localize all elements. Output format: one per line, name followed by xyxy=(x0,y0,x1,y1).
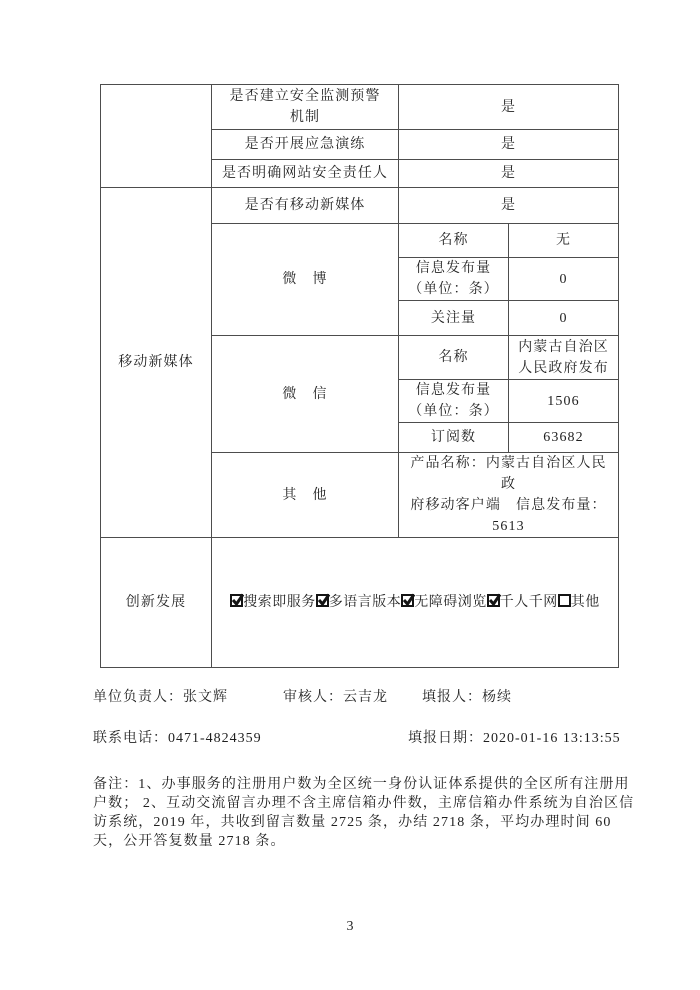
text-line: 信息发布量 xyxy=(415,261,492,276)
innovation-option-search xyxy=(230,595,316,610)
innovation-option-label: 无障碍浏览 xyxy=(414,595,487,610)
value-emergency-drill: 是 xyxy=(399,130,619,160)
value-wechat-posts: 1506 xyxy=(509,380,619,423)
text-line: 人民政府发布 xyxy=(518,360,609,376)
signature-phone xyxy=(93,727,262,747)
filler-label: 填报人： xyxy=(422,690,482,705)
value-weibo-name: 无 xyxy=(509,224,619,258)
text-line: 是否建立安全监测预警 xyxy=(229,89,381,104)
table-row xyxy=(101,188,619,224)
key-wechat-name: 名称 xyxy=(399,336,509,380)
notes-paragraph: 备注：1、办事服务的注册用户数为全区统一身份认证体系提供的全区所有注册用户数； 2、互动交流留言办理不含主席信箱办件数，主席信箱办件系统为自治区信访系统，2019 年，共收到留言数量 2725 条，办结 2718 条，平均办理时间 60 天，公开答复数量 2718 条。 xyxy=(93,777,635,849)
page-number: 3 xyxy=(346,919,354,934)
phone-label: 联系电话： xyxy=(93,731,168,746)
text-line: （单位：条） xyxy=(408,404,499,419)
value-wechat-name xyxy=(509,336,619,380)
label-other-media: 其 他 xyxy=(212,453,399,538)
innovation-option-label: 其他 xyxy=(570,595,600,610)
key-wechat-posts xyxy=(399,380,509,423)
group-label-innovation: 创新发展 xyxy=(101,538,212,668)
label-weibo: 微 博 xyxy=(212,224,399,336)
table-row xyxy=(101,538,619,668)
text-line: 府移动客户端 信息发布量： xyxy=(410,498,607,513)
checkbox-icon xyxy=(558,594,571,607)
value-security-monitor: 是 xyxy=(399,85,619,130)
text-line: 内蒙古自治区 xyxy=(518,339,609,355)
unit-head-label: 单位负责人： xyxy=(93,690,183,705)
filler-name: 杨续 xyxy=(482,690,512,705)
value-weibo-posts: 0 xyxy=(509,258,619,301)
checkbox-icon xyxy=(230,594,243,607)
label-wechat: 微 信 xyxy=(212,336,399,453)
reviewer-label: 审核人： xyxy=(283,690,343,705)
checkbox-icon xyxy=(487,594,500,607)
value-wechat-subscribers: 63682 xyxy=(509,423,619,453)
innovation-option-label: 多语言版本 xyxy=(328,595,402,610)
text-line: 产品名称：内蒙古自治区人民政 xyxy=(410,456,607,492)
signature-date xyxy=(408,727,621,747)
text-line: 5613 xyxy=(492,519,525,534)
signature-reviewer xyxy=(283,686,388,706)
table-row xyxy=(101,85,619,130)
text-line: 机制 xyxy=(289,110,321,125)
value-weibo-followers: 0 xyxy=(509,301,619,336)
report-table xyxy=(100,84,619,668)
label-emergency-drill: 是否开展应急演练 xyxy=(212,130,399,160)
innovation-option-personalized xyxy=(487,595,558,610)
value-has-new-media: 是 xyxy=(399,188,619,224)
date-value: 2020-01-16 13:13:55 xyxy=(483,731,621,746)
phone-number: 0471-4824359 xyxy=(168,731,262,746)
innovation-option-multilang xyxy=(316,595,402,610)
label-security-responsible: 是否明确网站安全责任人 xyxy=(212,160,399,188)
date-label: 填报日期： xyxy=(408,731,483,746)
innovation-option-accessible xyxy=(401,595,487,610)
label-security-monitor xyxy=(212,85,399,130)
key-weibo-followers: 关注量 xyxy=(399,301,509,336)
key-weibo-name: 名称 xyxy=(399,224,509,258)
group-cell-empty xyxy=(101,85,212,188)
unit-head-name: 张文辉 xyxy=(183,690,228,705)
text-line: （单位：条） xyxy=(408,282,499,297)
signature-unit-head xyxy=(93,686,228,706)
checkbox-icon xyxy=(401,594,414,607)
value-other-media xyxy=(399,453,619,538)
key-wechat-subscribers: 订阅数 xyxy=(399,423,509,453)
value-security-responsible: 是 xyxy=(399,160,619,188)
innovation-option-label: 搜索即服务 xyxy=(243,595,316,610)
key-weibo-posts xyxy=(399,258,509,301)
group-label-mobile-media: 移动新媒体 xyxy=(101,188,212,538)
checkbox-icon xyxy=(316,594,329,607)
label-has-new-media: 是否有移动新媒体 xyxy=(212,188,399,224)
innovation-options-cell xyxy=(212,538,619,668)
innovation-option-label: 千人千网 xyxy=(499,595,558,610)
signature-filler xyxy=(422,686,512,706)
text-line: 信息发布量 xyxy=(415,383,492,398)
innovation-option-other xyxy=(558,595,600,610)
reviewer-name: 云吉龙 xyxy=(343,690,388,705)
